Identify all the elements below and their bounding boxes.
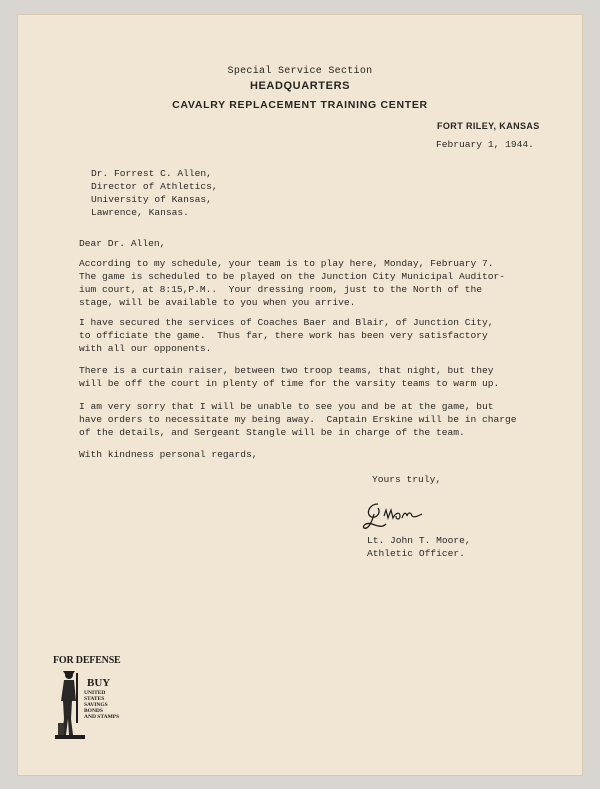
stamp-text: UNITED	[84, 690, 106, 696]
text-line: of the details, and Sergeant Stangle will be in charge of the team.	[79, 427, 465, 438]
text-line: The game is scheduled to be played on the Junction City Municipal Auditor-	[79, 271, 506, 282]
paragraph-schedule	[79, 257, 549, 309]
recipient-line: Dr. Forrest C. Allen,	[91, 168, 212, 179]
paragraph-curtain-raiser	[79, 364, 549, 390]
handwritten-signature	[360, 498, 430, 534]
text-line: I am very sorry that I will be unable to see you and be at the game, but	[79, 401, 494, 412]
recipient-line: Lawrence, Kansas.	[91, 207, 189, 218]
stamp-text: AND STAMPS	[84, 714, 120, 720]
letterhead-center: CAVALRY REPLACEMENT TRAINING CENTER	[172, 99, 428, 111]
text-line: There is a curtain raiser, between two troop teams, that night, but they	[79, 365, 494, 376]
stamp-text: BONDS	[84, 708, 103, 714]
letterhead-location: FORT RILEY, KANSAS	[437, 121, 540, 131]
letterhead-headquarters: HEADQUARTERS	[249, 80, 351, 92]
text-line: With kindness personal regards,	[79, 449, 258, 460]
letter-page	[17, 14, 583, 776]
signature-block	[367, 534, 471, 560]
letterhead-section: Special Service Section	[227, 66, 373, 77]
text-line: to officiate the game. Thus far, there work has been very satisfactory	[79, 330, 488, 341]
text-line: have orders to necessitate my being away. Captain Erskine will be in charge	[79, 414, 517, 425]
text-line: with all our opponents.	[79, 343, 212, 354]
war-bonds-stamp	[53, 655, 125, 743]
text-line: ium court, at 8:15,P.M.. Your dressing room, just to the North of the	[79, 284, 483, 295]
letter-date: February 1, 1944.	[436, 139, 534, 150]
stamp-slogan: FOR DEFENSE	[53, 655, 121, 666]
closing: Yours truly,	[372, 474, 442, 485]
stamp-text: SAVINGS	[84, 702, 108, 708]
paragraph-officials	[79, 316, 549, 355]
minuteman-figure-icon	[55, 667, 87, 741]
text-line: According to my schedule, your team is to play here, Monday, February 7.	[79, 258, 494, 269]
text-line: stage, will be available to you when you arrive.	[79, 297, 356, 308]
stamp-buy: BUY	[87, 677, 111, 689]
recipient-line: Director of Athletics,	[91, 181, 218, 192]
recipient-line: University of Kansas,	[91, 194, 212, 205]
salutation: Dear Dr. Allen,	[79, 238, 166, 249]
text-line: will be off the court in plenty of time for the varsity teams to warm up.	[79, 378, 500, 389]
stamp-text: STATES	[84, 696, 105, 702]
text-line: I have secured the services of Coaches Baer and Blair, of Junction City,	[79, 317, 494, 328]
recipient-address	[91, 167, 218, 219]
paragraph-absence	[79, 400, 549, 439]
paragraph-regards	[79, 448, 549, 461]
signer-title: Athletic Officer.	[367, 548, 465, 559]
signer-name: Lt. John T. Moore,	[367, 535, 471, 546]
